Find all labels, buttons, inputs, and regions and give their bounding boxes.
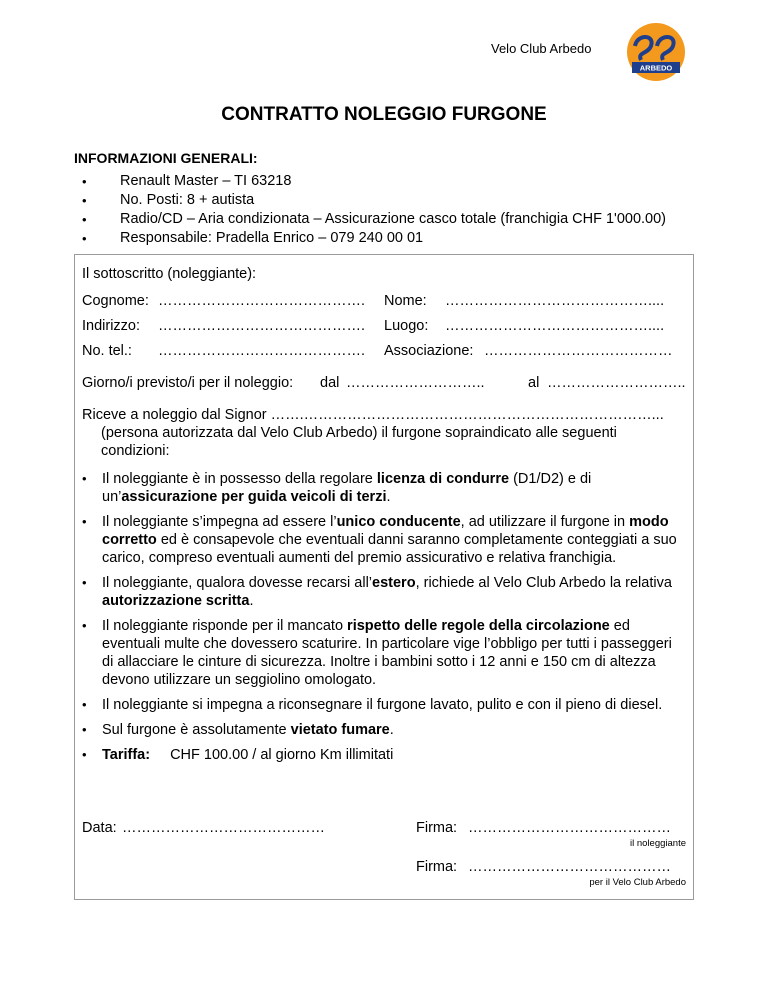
condition-item: • Il noleggiante si impegna a riconsegnare il furgone lavato, pulito e con il pieno di diesel. (82, 696, 682, 714)
cognome-field[interactable]: ……………………………………. (158, 293, 366, 309)
document-title: CONTRATTO NOLEGGIO FURGONE (221, 104, 547, 125)
indirizzo-label: Indirizzo: (82, 318, 141, 334)
riceve-continuation: (persona autorizzata dal Velo Club Arbedo) il furgone sopraindicato alle seguenti (101, 425, 617, 441)
nome-field[interactable]: …………………………………….... (445, 293, 665, 309)
club-logo (621, 22, 691, 82)
tel-label: No. tel.: (82, 343, 132, 359)
logo-text: ARBEDO (639, 63, 673, 73)
info-item: • Renault Master – TI 63218 (80, 172, 720, 191)
data-field[interactable]: …………………………………… (122, 820, 325, 836)
conditions-list (82, 470, 682, 771)
firma-label: Firma: (416, 859, 458, 875)
section-heading: INFORMAZIONI GENERALI: (74, 150, 258, 166)
riceve-continuation: condizioni: (101, 443, 170, 459)
dal-field[interactable]: ……………………….. (346, 375, 485, 391)
club-name: Velo Club Arbedo (491, 41, 592, 56)
nome-label: Nome: (384, 293, 427, 309)
indirizzo-field[interactable]: ……………………………………. (158, 318, 366, 334)
condition-item: • Il noleggiante, qualora dovesse recarsi all’estero, richiede al Velo Club Arbedo la relativa autorizzazione scritta. (82, 574, 682, 610)
associazione-label: Associazione: (384, 343, 474, 359)
associazione-field[interactable]: ………………………………… (484, 343, 673, 359)
tel-field[interactable]: ……………………………………. (158, 343, 366, 359)
tariff-item: • Tariffa: CHF 100.00 / al giorno Km illimitati (82, 746, 682, 764)
general-info-list (80, 172, 720, 248)
firma-noleggiante-field[interactable]: …………………………………… (468, 820, 671, 836)
condition-item: • Sul furgone è assolutamente vietato fumare. (82, 721, 682, 739)
condition-item: • Il noleggiante s’impegna ad essere l’unico conducente, ad utilizzare il furgone in modo corretto ed è consapevole che eventuali danni saranno completamente conteggiati a suo carico, compreso eventuali aumenti del premio assicurativo e relativa franchigia. (82, 513, 682, 567)
dal-label: dal (320, 375, 340, 391)
firma-label: Firma: (416, 820, 458, 836)
firma-caption: il noleggiante (630, 838, 686, 849)
cognome-label: Cognome: (82, 293, 149, 309)
info-item: • No. Posti: 8 + autista (80, 191, 720, 210)
luogo-label: Luogo: (384, 318, 429, 334)
al-label: al (528, 375, 540, 391)
data-label: Data: (82, 820, 117, 836)
condition-item: • Il noleggiante risponde per il mancato rispetto delle regole della circolazione ed eventuali multe che dovessero scaturire. In particolare vige l’obbligo per tutti i passeggeri di allacciare le cinture di sicurezza. Inoltre i bambini sotto i 12 anni e 150 cm di altezza devono utilizzare un seggiolino omologato. (82, 617, 682, 689)
info-item: • Responsabile: Pradella Enrico – 079 240 00 01 (80, 229, 720, 248)
luogo-field[interactable]: …………………………………….... (445, 318, 665, 334)
firma-club-field[interactable]: …………………………………… (468, 859, 671, 875)
riceve-text[interactable]: Riceve a noleggio dal Signor …….………………………………………………………………... (82, 407, 664, 423)
condition-item: • Il noleggiante è in possesso della regolare licenza di condurre (D1/D2) e di un’assicurazione per guida veicoli di terzi. (82, 470, 682, 506)
al-field[interactable]: ……………………….. (547, 375, 686, 391)
firma-caption: per il Velo Club Arbedo (589, 877, 686, 888)
form-intro: Il sottoscritto (noleggiante): (82, 266, 257, 282)
info-item: • Radio/CD – Aria condizionata – Assicurazione casco totale (franchigia CHF 1'000.00) (80, 210, 720, 229)
days-label: Giorno/i previsto/i per il noleggio: (82, 375, 294, 391)
